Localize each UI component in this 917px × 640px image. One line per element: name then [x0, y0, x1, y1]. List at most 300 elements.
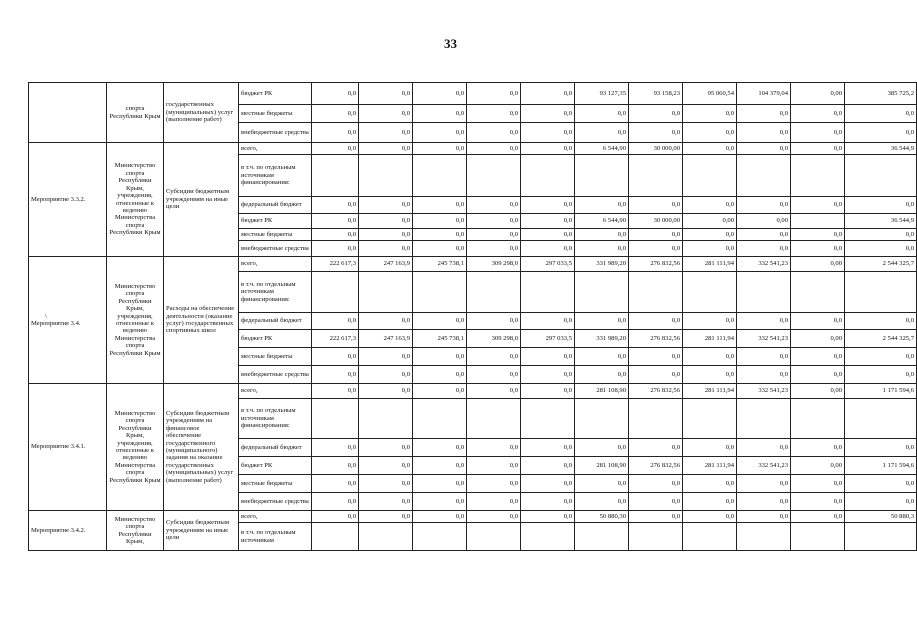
- value-cell: 0,0: [845, 241, 917, 257]
- description-cell: Расходы на обеспечение деятельности (оказание услуг) государственных спортивных школ: [164, 257, 239, 384]
- value-cell: [521, 523, 575, 551]
- budget-table: [28, 82, 917, 551]
- value-cell: 245 738,1: [413, 257, 467, 272]
- value-cell: [312, 399, 359, 439]
- value-cell: 0,0: [683, 241, 737, 257]
- value-cell: 0,0: [791, 105, 845, 123]
- value-cell: 0,0: [845, 439, 917, 457]
- value-cell: 0,0: [467, 241, 521, 257]
- value-cell: 309 298,0: [467, 257, 521, 272]
- value-cell: 0,0: [629, 229, 683, 241]
- funding-source-cell: федеральный бюджет: [239, 313, 312, 330]
- value-cell: 0,0: [629, 366, 683, 384]
- value-cell: 297 033,5: [521, 330, 575, 348]
- value-cell: 0,0: [791, 348, 845, 366]
- funding-source-cell: местные бюджеты: [239, 105, 312, 123]
- value-cell: 0,0: [467, 457, 521, 475]
- value-cell: 0,0: [683, 143, 737, 155]
- value-cell: 0,0: [521, 105, 575, 123]
- value-cell: 0,0: [467, 348, 521, 366]
- value-cell: 0,0: [845, 348, 917, 366]
- value-cell: 0,0: [629, 511, 683, 523]
- value-cell: 247 163,9: [359, 330, 413, 348]
- value-cell: 0,0: [845, 475, 917, 493]
- value-cell: 0,0: [629, 475, 683, 493]
- value-cell: 0,0: [521, 197, 575, 214]
- value-cell: 0,0: [737, 143, 791, 155]
- value-cell: 0,0: [737, 241, 791, 257]
- value-cell: [467, 272, 521, 313]
- value-cell: 0,0: [575, 366, 629, 384]
- funding-source-cell: всего,: [239, 384, 312, 399]
- value-cell: 0,0: [629, 241, 683, 257]
- value-cell: 0,0: [467, 123, 521, 143]
- value-cell: 0,0: [312, 197, 359, 214]
- value-cell: 0,0: [575, 105, 629, 123]
- value-cell: 0,0: [312, 348, 359, 366]
- value-cell: 0,0: [467, 366, 521, 384]
- funding-source-cell: внебюджетные средства: [239, 123, 312, 143]
- value-cell: 331 989,20: [575, 330, 629, 348]
- value-cell: 0,0: [413, 105, 467, 123]
- value-cell: 332 541,23: [737, 457, 791, 475]
- value-cell: 0,0: [521, 384, 575, 399]
- value-cell: 0,0: [521, 493, 575, 511]
- value-cell: 0,0: [629, 123, 683, 143]
- value-cell: [845, 155, 917, 197]
- description-cell: Субсидии бюджетным учреждениям на иные цели: [164, 511, 239, 551]
- value-cell: 0,0: [629, 105, 683, 123]
- value-cell: 0,0: [683, 313, 737, 330]
- value-cell: 0,0: [312, 366, 359, 384]
- value-cell: 0,0: [467, 475, 521, 493]
- value-cell: 0,0: [683, 105, 737, 123]
- funding-source-cell: бюджет РК: [239, 457, 312, 475]
- value-cell: 0,0: [683, 229, 737, 241]
- value-cell: 0,0: [737, 493, 791, 511]
- value-cell: 0,0: [683, 366, 737, 384]
- value-cell: 0,0: [683, 439, 737, 457]
- value-cell: 0,0: [359, 439, 413, 457]
- value-cell: 332 541,23: [737, 330, 791, 348]
- value-cell: [413, 272, 467, 313]
- value-cell: 95 060,54: [683, 83, 737, 105]
- table-row: [29, 511, 917, 523]
- value-cell: 0,0: [359, 105, 413, 123]
- value-cell: [791, 272, 845, 313]
- table-row: [29, 143, 917, 155]
- value-cell: 0,0: [413, 143, 467, 155]
- value-cell: 0,0: [521, 366, 575, 384]
- funding-source-cell: местные бюджеты: [239, 229, 312, 241]
- value-cell: 0,0: [413, 83, 467, 105]
- value-cell: [629, 399, 683, 439]
- value-cell: 0,0: [845, 123, 917, 143]
- value-cell: [683, 272, 737, 313]
- value-cell: 0,0: [521, 439, 575, 457]
- value-cell: [629, 272, 683, 313]
- value-cell: 36 544,9: [845, 143, 917, 155]
- measure-name: [29, 83, 107, 143]
- value-cell: 0,0: [359, 241, 413, 257]
- value-cell: [467, 399, 521, 439]
- value-cell: 0,0: [791, 475, 845, 493]
- value-cell: 2 544 325,7: [845, 330, 917, 348]
- value-cell: 0,0: [791, 313, 845, 330]
- value-cell: 0,0: [359, 457, 413, 475]
- value-cell: 222 617,3: [312, 257, 359, 272]
- value-cell: [312, 523, 359, 551]
- value-cell: [683, 399, 737, 439]
- measure-name-text: Мероприятие 3.4.1.: [31, 443, 86, 451]
- funding-source-cell: внебюджетные средства: [239, 241, 312, 257]
- value-cell: 0,0: [575, 229, 629, 241]
- funding-source-cell: внебюджетные средства: [239, 366, 312, 384]
- value-cell: 331 989,20: [575, 257, 629, 272]
- value-cell: 0,0: [521, 457, 575, 475]
- value-cell: 385 725,2: [845, 83, 917, 105]
- value-cell: 0,0: [791, 511, 845, 523]
- value-cell: 0,0: [683, 493, 737, 511]
- value-cell: 0,0: [312, 143, 359, 155]
- value-cell: 0,0: [737, 197, 791, 214]
- value-cell: 281 111,94: [683, 330, 737, 348]
- value-cell: 0,0: [575, 313, 629, 330]
- value-cell: [845, 399, 917, 439]
- measure-name-text: Мероприятие 3.3.2.: [31, 195, 86, 203]
- value-cell: 0,0: [413, 241, 467, 257]
- funding-source-cell: федеральный бюджет: [239, 439, 312, 457]
- value-cell: [575, 155, 629, 197]
- value-cell: [629, 523, 683, 551]
- value-cell: [359, 272, 413, 313]
- value-cell: [791, 155, 845, 197]
- value-cell: 0,0: [845, 493, 917, 511]
- value-cell: 0,0: [791, 123, 845, 143]
- measure-name: [29, 143, 107, 257]
- value-cell: 0,0: [791, 143, 845, 155]
- table-row: [29, 257, 917, 272]
- value-cell: 0,0: [312, 313, 359, 330]
- value-cell: 276 832,56: [629, 257, 683, 272]
- value-cell: [575, 523, 629, 551]
- table-row: [29, 83, 917, 105]
- value-cell: 0,0: [413, 511, 467, 523]
- value-cell: 332 541,23: [737, 384, 791, 399]
- value-cell: 0,0: [467, 511, 521, 523]
- value-cell: 0,0: [845, 313, 917, 330]
- value-cell: 0,0: [413, 384, 467, 399]
- value-cell: 0,0: [413, 457, 467, 475]
- value-cell: 0,0: [521, 83, 575, 105]
- executor-cell: Министерство спорта Республики Крым, учреждения, отнесенные к ведению Министерства спорта Республики Крым: [107, 257, 164, 384]
- value-cell: 0,0: [521, 143, 575, 155]
- value-cell: 93 127,35: [575, 83, 629, 105]
- value-cell: 0,0: [521, 241, 575, 257]
- value-cell: 0,0: [575, 475, 629, 493]
- value-cell: [737, 523, 791, 551]
- executor-cell: спорта Республики Крым: [107, 83, 164, 143]
- description-cell: государственных (муниципальных) услуг (выполнение работ): [164, 83, 239, 143]
- value-cell: 0,0: [312, 241, 359, 257]
- value-cell: 0,0: [413, 123, 467, 143]
- value-cell: 0,0: [629, 439, 683, 457]
- value-cell: [467, 523, 521, 551]
- value-cell: 247 163,9: [359, 257, 413, 272]
- value-cell: [791, 399, 845, 439]
- value-cell: 0,0: [521, 511, 575, 523]
- margin-mark: \: [45, 312, 47, 320]
- value-cell: 245 738,1: [413, 330, 467, 348]
- value-cell: 0,0: [467, 197, 521, 214]
- value-cell: 0,0: [683, 197, 737, 214]
- value-cell: [413, 399, 467, 439]
- value-cell: [467, 155, 521, 197]
- value-cell: 0,00: [683, 214, 737, 229]
- value-cell: [683, 523, 737, 551]
- value-cell: 0,0: [413, 475, 467, 493]
- value-cell: 0,0: [467, 143, 521, 155]
- value-cell: [413, 155, 467, 197]
- value-cell: 0,00: [737, 214, 791, 229]
- value-cell: 0,0: [845, 105, 917, 123]
- value-cell: 281 111,94: [683, 457, 737, 475]
- value-cell: 0,0: [312, 384, 359, 399]
- value-cell: 276 832,56: [629, 384, 683, 399]
- executor-cell: Министерство спорта Республики Крым,: [107, 511, 164, 551]
- value-cell: [312, 272, 359, 313]
- value-cell: 0,0: [791, 439, 845, 457]
- value-cell: [845, 272, 917, 313]
- value-cell: 0,0: [312, 457, 359, 475]
- value-cell: 0,0: [467, 493, 521, 511]
- value-cell: 0,0: [359, 143, 413, 155]
- value-cell: [791, 523, 845, 551]
- value-cell: 0,0: [791, 229, 845, 241]
- value-cell: 0,0: [413, 493, 467, 511]
- value-cell: 0,00: [791, 83, 845, 105]
- value-cell: 0,0: [575, 123, 629, 143]
- funding-source-cell: бюджет РК: [239, 330, 312, 348]
- value-cell: 0,0: [413, 366, 467, 384]
- funding-source-cell: в т.ч. по отдельным источникам финансирования:: [239, 272, 312, 313]
- funding-source-cell: всего,: [239, 257, 312, 272]
- value-cell: 0,0: [629, 348, 683, 366]
- value-cell: 0,0: [359, 475, 413, 493]
- value-cell: 0,0: [359, 493, 413, 511]
- value-cell: 0,0: [737, 105, 791, 123]
- funding-source-cell: в т.ч. по отдельным источникам финансирования:: [239, 155, 312, 197]
- value-cell: [737, 272, 791, 313]
- value-cell: 0,0: [312, 475, 359, 493]
- value-cell: 0,0: [629, 197, 683, 214]
- value-cell: 0,0: [737, 348, 791, 366]
- value-cell: 0,0: [413, 214, 467, 229]
- value-cell: 0,0: [359, 214, 413, 229]
- value-cell: 281 108,90: [575, 457, 629, 475]
- value-cell: 93 158,23: [629, 83, 683, 105]
- value-cell: 0,0: [737, 366, 791, 384]
- value-cell: 0,0: [629, 313, 683, 330]
- page-number: 33: [444, 36, 457, 51]
- funding-source-cell: бюджет РК: [239, 83, 312, 105]
- value-cell: 0,0: [312, 229, 359, 241]
- measure-name-text: Мероприятие 3.4.: [31, 320, 81, 327]
- value-cell: 0,0: [845, 229, 917, 241]
- value-cell: 2 544 325,7: [845, 257, 917, 272]
- value-cell: 0,0: [521, 123, 575, 143]
- value-cell: 1 171 594,6: [845, 384, 917, 399]
- funding-source-cell: бюджет РК: [239, 214, 312, 229]
- value-cell: 0,0: [683, 348, 737, 366]
- value-cell: 222 617,3: [312, 330, 359, 348]
- value-cell: 0,0: [359, 197, 413, 214]
- value-cell: 281 111,94: [683, 257, 737, 272]
- value-cell: 0,0: [467, 313, 521, 330]
- description-cell: Субсидии бюджетным учреждениям на иные цели: [164, 143, 239, 257]
- value-cell: 0,0: [575, 241, 629, 257]
- funding-source-cell: всего,: [239, 511, 312, 523]
- value-cell: 281 108,90: [575, 384, 629, 399]
- value-cell: [791, 214, 845, 229]
- value-cell: 50 880,30: [575, 511, 629, 523]
- value-cell: 309 298,0: [467, 330, 521, 348]
- value-cell: 0,0: [467, 214, 521, 229]
- value-cell: [845, 523, 917, 551]
- value-cell: 297 033,5: [521, 257, 575, 272]
- value-cell: 104 379,04: [737, 83, 791, 105]
- value-cell: 0,0: [467, 439, 521, 457]
- value-cell: 0,0: [521, 313, 575, 330]
- funding-source-cell: внебюджетные средства: [239, 493, 312, 511]
- value-cell: 0,0: [737, 123, 791, 143]
- value-cell: 1 171 594,6: [845, 457, 917, 475]
- value-cell: [521, 155, 575, 197]
- value-cell: 0,0: [575, 493, 629, 511]
- value-cell: 0,0: [312, 123, 359, 143]
- value-cell: 0,0: [413, 229, 467, 241]
- value-cell: 0,0: [359, 384, 413, 399]
- value-cell: [413, 523, 467, 551]
- value-cell: 0,0: [413, 348, 467, 366]
- value-cell: 0,0: [521, 229, 575, 241]
- value-cell: 0,0: [683, 475, 737, 493]
- value-cell: 0,0: [575, 348, 629, 366]
- value-cell: [521, 399, 575, 439]
- value-cell: [521, 272, 575, 313]
- value-cell: 0,00: [791, 257, 845, 272]
- value-cell: [359, 155, 413, 197]
- measure-name: [29, 384, 107, 511]
- value-cell: [683, 155, 737, 197]
- value-cell: 0,0: [791, 241, 845, 257]
- value-cell: [737, 155, 791, 197]
- value-cell: 0,0: [629, 493, 683, 511]
- value-cell: [359, 399, 413, 439]
- value-cell: 0,0: [467, 105, 521, 123]
- value-cell: [312, 155, 359, 197]
- value-cell: 36 544,9: [845, 214, 917, 229]
- value-cell: 0,0: [359, 313, 413, 330]
- value-cell: 0,0: [575, 439, 629, 457]
- value-cell: 0,0: [359, 348, 413, 366]
- value-cell: 50 880,3: [845, 511, 917, 523]
- value-cell: 0,0: [521, 214, 575, 229]
- value-cell: 0,0: [737, 439, 791, 457]
- value-cell: 0,0: [312, 83, 359, 105]
- value-cell: 0,0: [683, 123, 737, 143]
- value-cell: 0,00: [791, 384, 845, 399]
- funding-source-cell: в т.ч. по отдельным источникам финансирования:: [239, 399, 312, 439]
- measure-name-text: Мероприятие 3.4.2.: [31, 526, 86, 534]
- measure-name: [29, 257, 107, 384]
- value-cell: 0,0: [359, 229, 413, 241]
- funding-source-cell: местные бюджеты: [239, 475, 312, 493]
- executor-cell: Министерство спорта Республики Крым, учреждения, отнесенные к ведению Министерства спорта Республики Крым: [107, 384, 164, 511]
- value-cell: 30 000,00: [629, 214, 683, 229]
- value-cell: [737, 399, 791, 439]
- value-cell: 0,0: [413, 439, 467, 457]
- value-cell: 0,0: [683, 511, 737, 523]
- value-cell: 332 541,23: [737, 257, 791, 272]
- value-cell: 0,0: [359, 366, 413, 384]
- executor-cell: Министерство спорта Республики Крым, учреждения, отнесенные к ведению Министерства спорта Республики Крым: [107, 143, 164, 257]
- value-cell: 0,0: [312, 105, 359, 123]
- funding-source-cell: в т.ч. по отдельным источникам: [239, 523, 312, 551]
- funding-source-cell: всего,: [239, 143, 312, 155]
- value-cell: 0,0: [845, 197, 917, 214]
- value-cell: 30 000,00: [629, 143, 683, 155]
- value-cell: [359, 523, 413, 551]
- value-cell: 0,0: [467, 384, 521, 399]
- value-cell: 0,0: [413, 197, 467, 214]
- value-cell: 0,0: [575, 197, 629, 214]
- value-cell: 0,0: [845, 366, 917, 384]
- value-cell: 276 832,56: [629, 457, 683, 475]
- value-cell: 0,0: [791, 366, 845, 384]
- funding-source-cell: местные бюджеты: [239, 348, 312, 366]
- value-cell: [575, 399, 629, 439]
- value-cell: 0,0: [359, 83, 413, 105]
- value-cell: 0,0: [791, 493, 845, 511]
- value-cell: 0,0: [312, 493, 359, 511]
- value-cell: 0,0: [312, 511, 359, 523]
- value-cell: 0,0: [312, 214, 359, 229]
- value-cell: 0,0: [737, 229, 791, 241]
- value-cell: 0,00: [791, 457, 845, 475]
- value-cell: 281 111,94: [683, 384, 737, 399]
- value-cell: 0,0: [521, 475, 575, 493]
- value-cell: 6 544,90: [575, 214, 629, 229]
- value-cell: 276 832,56: [629, 330, 683, 348]
- value-cell: 0,0: [737, 475, 791, 493]
- measure-name: [29, 511, 107, 551]
- value-cell: [575, 272, 629, 313]
- table-row: [29, 384, 917, 399]
- value-cell: 0,0: [467, 229, 521, 241]
- value-cell: 6 544,90: [575, 143, 629, 155]
- description-cell: Субсидии бюджетным учреждениям на финансовое обеспечение государственного (муниципального) задания на оказание государственных (муниципальных) услуг (выполнение работ): [164, 384, 239, 511]
- funding-source-cell: федеральный бюджет: [239, 197, 312, 214]
- value-cell: 0,0: [359, 123, 413, 143]
- value-cell: 0,0: [467, 83, 521, 105]
- value-cell: 0,0: [359, 511, 413, 523]
- value-cell: 0,0: [413, 313, 467, 330]
- value-cell: [629, 155, 683, 197]
- value-cell: 0,00: [791, 330, 845, 348]
- value-cell: 0,0: [521, 348, 575, 366]
- value-cell: 0,0: [737, 511, 791, 523]
